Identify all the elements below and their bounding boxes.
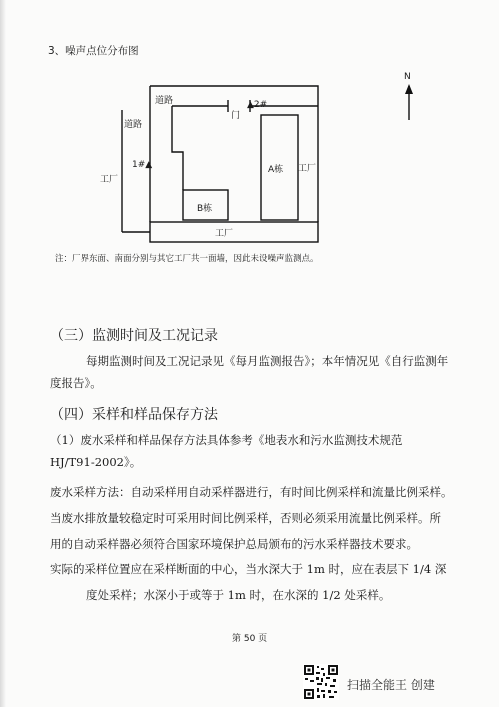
factory-bottom-outline <box>150 222 318 242</box>
label-factory-right: 工厂 <box>298 164 317 174</box>
section-4-line6: 实际的采样位置应在采样断面的中心，当水深大于 1m 时，应在表层下 1/4 深 <box>50 562 447 576</box>
section-4-line4: 当废水排放量较稳定时可采用时间比例采样，否则必须采用流量比例采样。所 <box>50 511 441 525</box>
label-factory-left: 工厂 <box>100 175 119 185</box>
section-3-para-line1: 每期监测时间及工况记录见《每月监测报告》；本年情况见《自行监测年 <box>86 354 449 368</box>
road-top-line <box>150 86 318 105</box>
label-building-b: B栋 <box>197 204 213 214</box>
section-3-title: （三）监测时间及工况记录 <box>50 328 218 344</box>
qr-code-icon <box>303 664 339 700</box>
page-number: 第 50 页 <box>232 634 268 644</box>
label-building-a: A栋 <box>268 165 284 175</box>
label-road-top: 道路 <box>155 96 174 106</box>
section-4-line3: 废水采样方法：自动采样用自动采样器进行，有时间比例采样和流量比例采样。 <box>50 485 453 499</box>
site-left-wall <box>172 106 183 190</box>
north-arrow-head <box>405 84 413 94</box>
diagram-note: 注：厂界东面、南面分别与其它工厂共一面墙，因此未设噪声监测点。 <box>55 254 319 264</box>
label-road-left: 道路 <box>124 120 143 130</box>
noise-point-2: ▲2# <box>247 100 268 110</box>
label-gate: 门 <box>231 111 241 121</box>
section-4-title: （四）采样和样品保存方法 <box>50 407 218 423</box>
noise-point-1: 1#▲ <box>132 160 153 170</box>
section-4-line5: 用的自动采样器必须符合国家环境保护总局颁布的污水采样器技术要求。 <box>50 537 418 551</box>
section-3-para-line2: 度报告》。 <box>50 376 102 390</box>
scanner-brand-label: 扫描全能王 创建 <box>347 678 435 692</box>
section-4-line1: （1）废水采样和样品保存方法具体参考《地表水和污水监测技术规范 <box>50 433 403 447</box>
section-4-line2: HJ/T91-2002》。 <box>50 455 142 469</box>
section-4-line7: 度处采样；水深小于或等于 1m 时，在水深的 1/2 处采样。 <box>86 588 391 602</box>
label-factory-bottom: 工厂 <box>215 229 234 239</box>
noise-map-heading: 3、噪声点位分布图 <box>48 45 139 57</box>
north-label: N <box>404 72 411 82</box>
